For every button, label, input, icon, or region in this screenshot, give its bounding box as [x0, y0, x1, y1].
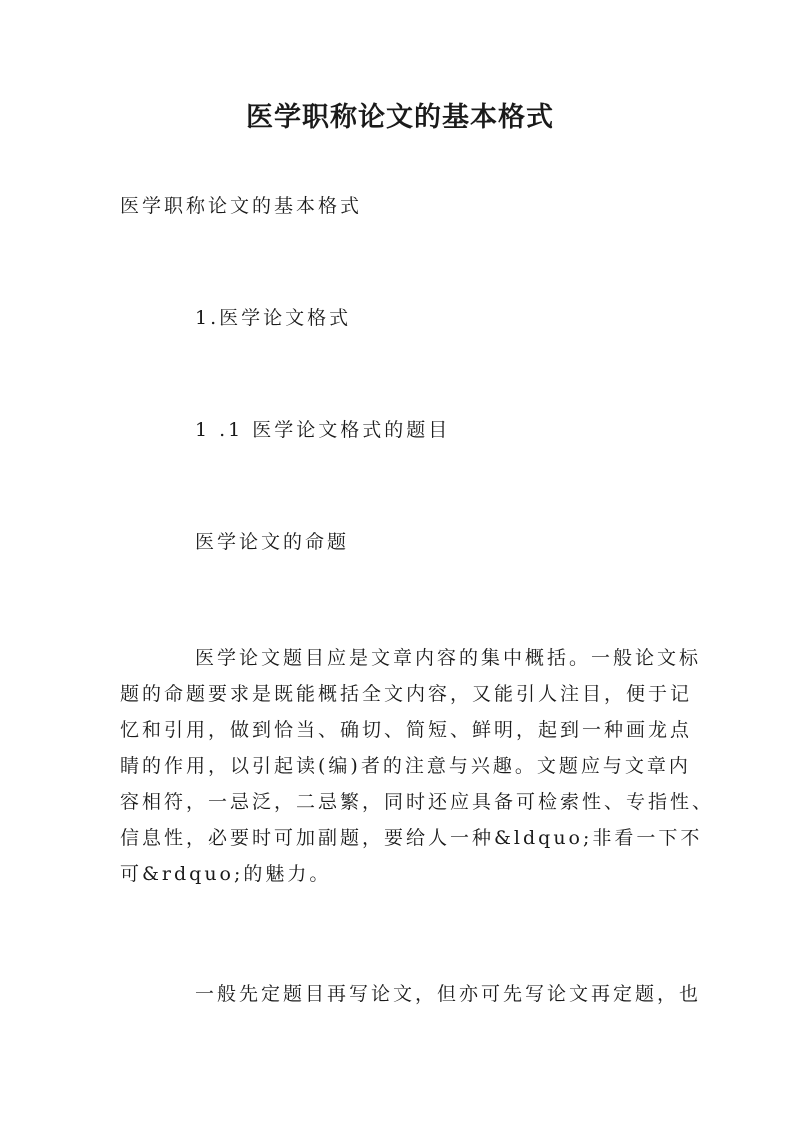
body-paragraph-2	[120, 976, 702, 1012]
paragraph-line: 睛的作用，以引起读(编)者的注意与兴趣。文题应与文章内	[120, 755, 691, 777]
topic-heading	[120, 524, 685, 560]
paragraph-line: 忆和引用，做到恰当、确切、简短、鲜明，起到一种画龙点	[120, 719, 693, 741]
body-paragraph-1	[120, 640, 715, 892]
paragraph-line: 医学论文题目应是文章内容的集中概括。一般论文标	[195, 647, 702, 669]
document-subtitle	[120, 188, 685, 224]
subtitle-text: 医学职称论文的基本格式	[120, 195, 363, 217]
section-heading-1-text: 1.医学论文格式	[195, 307, 352, 329]
paragraph-line: 信息性，必要时可加副题，要给人一种&ldquo;非看一下不	[120, 827, 703, 849]
paragraph-line: 容相符，一忌泛，二忌繁，同时还应具备可检索性、专指性、	[120, 791, 715, 813]
section-heading-1	[120, 300, 685, 336]
document-title: 医学职称论文的基本格式	[246, 102, 554, 133]
section-heading-1-1-text: 1 .1 医学论文格式的题目	[195, 419, 451, 441]
section-heading-1-1	[120, 412, 685, 448]
paragraph-line: 一般先定题目再写论文，但亦可先写论文再定题，也	[195, 983, 702, 1005]
paragraph-line: 题的命题要求是既能概括全文内容，又能引人注目，便于记	[120, 683, 693, 705]
paragraph-line: 可&rdquo;的魅力。	[120, 863, 332, 885]
topic-heading-text: 医学论文的命题	[195, 531, 350, 553]
